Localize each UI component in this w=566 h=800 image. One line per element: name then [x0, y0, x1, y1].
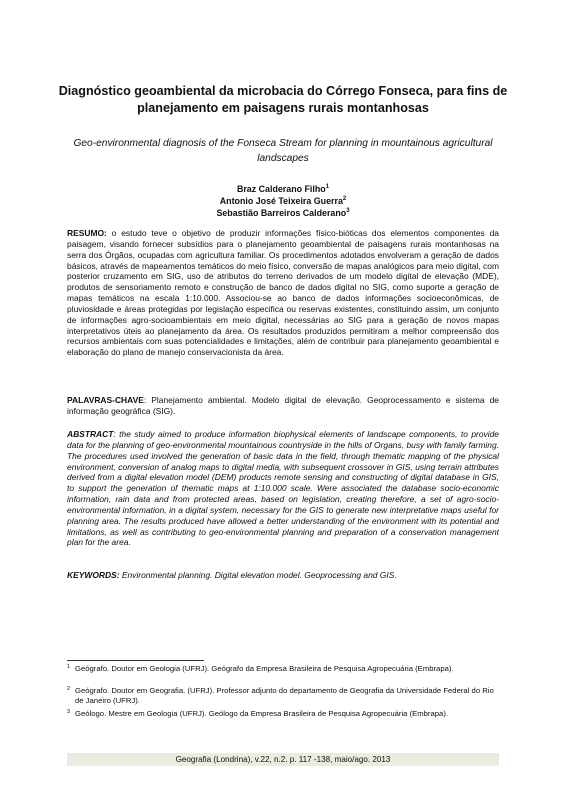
footnote-mark: 2 — [67, 686, 71, 692]
author-footnote-mark: 2 — [342, 196, 347, 203]
abstract-label: ABSTRACT — [67, 429, 114, 439]
palavras-chave-paragraph — [67, 395, 499, 417]
abstract-text: : the study aimed to produce information biophysical elements of landscape components, to provide data for the planning of geo-environmental mountainous countryside in the hills of Organs, busy with family farming. The procedures used involved the generation of basic data in the field, through thematic mapping of the physical environment, conversion of analog maps to digital media, with subsequent crossover in GIS, using terrain attributes derived from a digital elevation model (DEM) products remote sensing and constructing of digital database in GIS, to support the generation of thematic maps at 1:10.000 scale. Were associated the database socio-economic information, rain data and from protected areas, based on legislation, creating therefore, a set of agro-socio-environmental information, in a digital system, necessary for the GIS to generate new interpretative maps useful for planning area. The results produced have allowed a better understanding of the environment with its potential and limitations, as well as contributing to geo-environmental planning and preparation of a conservation management plan for the area. — [67, 429, 499, 548]
author-line — [150, 195, 416, 207]
footnote-text: Geólogo. Mestre em Geologia (UFRJ). Geólogo da Empresa Brasileira de Pesquisa Agropecuária (Embrapa). — [75, 709, 449, 718]
resumo-paragraph — [67, 228, 499, 358]
footnote-mark: 1 — [67, 664, 71, 670]
footnote — [67, 686, 499, 707]
author-footnote-mark: 3 — [346, 208, 350, 215]
keywords-paragraph — [67, 570, 499, 581]
author-line — [150, 207, 416, 219]
resumo-label: RESUMO: — [67, 228, 107, 238]
author-line — [150, 183, 416, 195]
footnote-divider — [67, 660, 204, 661]
abstract-paragraph — [67, 429, 499, 548]
author-footnote-mark: 1 — [325, 184, 330, 191]
paper-title: Diagnóstico geoambiental da microbacia do Córrego Fonseca, para fins de planejamento em paisagens rurais montanhosas — [58, 84, 508, 115]
footnote — [67, 664, 499, 674]
keywords-text: Environmental planning. Digital elevation model. Geoprocessing and GIS. — [119, 570, 397, 580]
paper-subtitle: Geo-environmental diagnosis of the Fonseca Stream for planning in mountainous agricultural landscapes — [73, 138, 493, 164]
footnote-text: Geógrafo. Doutor em Geografia. (UFRJ). Professor adjunto do departamento de Geografia da Universidade Federal do Rio de Janeiro (UFRJ). — [75, 686, 494, 706]
footnote-mark: 3 — [67, 709, 71, 715]
footnote-text: Geógrafo. Doutor em Geologia (UFRJ). Geógrafo da Empresa Brasileira de Pesquisa Agropecuária (Embrapa). — [75, 664, 454, 673]
resumo-text: o estudo teve o objetivo de produzir informações físico-bióticas dos elementos componentes da paisagem, visando fornecer subsídios para o planejamento geoambiental de paisagens rurais montanhosas na serra dos Órgãos, ocupadas com agricultura familiar. Os procedimentos adotados envolveram a geração de dados básicos, através de mapeamentos temáticos do meio físico, conversão de mapas analógicos para meio digital, com posterior cruzamento em SIG, uso de atributos do terreno derivados de um modelo digital de elevação (MDE), produtos de sensoriamento remoto e construção de banco de dados digital no SIG, como suporte a geração de mapas temáticos na escala 1:10.000. Associou-se ao banco de dados informações socioeconômicas, de pluviosidade e áreas protegidas por legislação especifica ou reservas existentes, constituindo assim, um conjunto de informações agro-socioambientais em meio digital, necessárias ao SIG para a geração de novos mapas interpretativos úteis ao planejamento da área. Os resultados produzidos permitiram a melhor compreensão dos recursos ambientais com suas potencialidades e limitações, além de contribuir para planejamento geoambiental e elaboração do plano de manejo conservacionista da área. — [67, 228, 499, 358]
palavras-chave-text: : Planejamento ambiental. Modelo digital de elevação. Geoprocessamento e sistema de informação geográfica (SIG). — [67, 395, 499, 416]
keywords-label: KEYWORDS: — [67, 570, 120, 580]
journal-citation-footer: Geografia (Londrina), v.22, n.2. p. 117 -138, maio/ago. 2013 — [67, 753, 499, 766]
palavras-chave-label: PALAVRAS-CHAVE — [67, 395, 144, 405]
author-name: Sebastião Barreiros Calderano — [216, 208, 347, 218]
author-name: Braz Calderano Filho — [236, 184, 326, 194]
footnote — [67, 709, 499, 719]
author-list — [150, 183, 416, 219]
author-name: Antonio José Teixeira Guerra — [219, 196, 343, 206]
